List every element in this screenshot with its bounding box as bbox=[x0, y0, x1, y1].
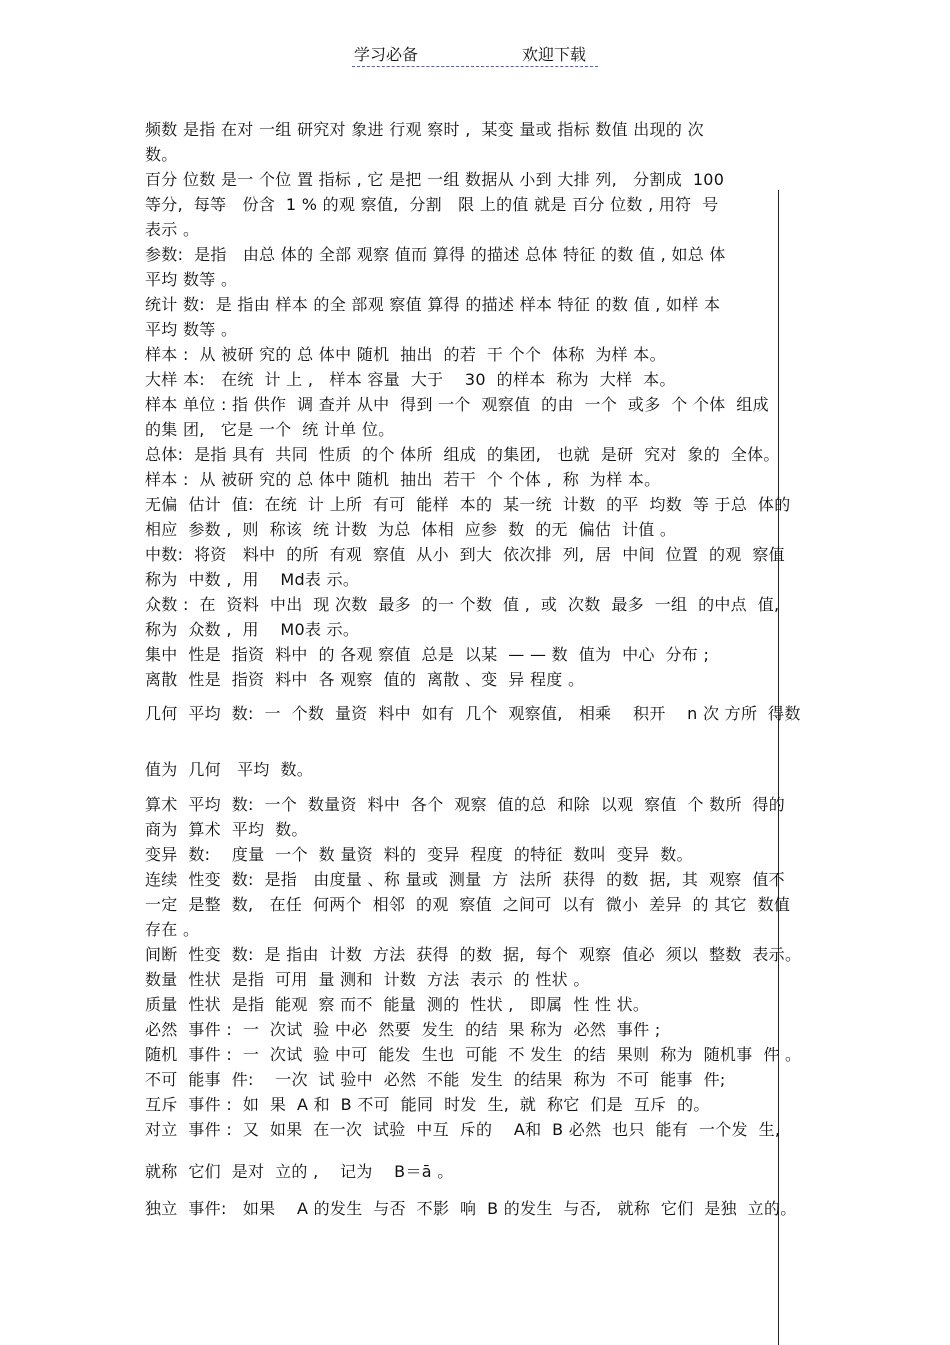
header-left-text: 学习必备 bbox=[354, 45, 419, 64]
text-line: 离散 性是 指资 料中 各 观察 值的 离散 、变 异 程度 。 bbox=[145, 670, 585, 689]
text-line: 集中 性是 指资 料中 的 各观 察值 总是 以某 — — 数 值为 中心 分布 ; bbox=[145, 645, 710, 664]
paragraph bbox=[145, 392, 805, 442]
text-line: 大样 本: 在统 计 上 , 样本 容量 大于 30 的样本 称为 大样 本。 bbox=[145, 370, 676, 389]
text-line: 的集 团, 它是 一个 统 计单 位。 bbox=[145, 420, 395, 439]
text-line: 随机 事件 : 一 次试 验 中可 能发 生也 可能 不 发生 的结 果则 称为 随机事 件 。 bbox=[145, 1045, 802, 1064]
paragraph bbox=[145, 701, 805, 726]
text-line: 对立 事件 : 又 如果 在一次 试验 中互 斥的 A和 B 必然 也只 能有 一个发 生, bbox=[145, 1120, 781, 1139]
text-line: 数量 性状 是指 可用 量 测和 计数 方法 表示 的 性状 。 bbox=[145, 970, 590, 989]
paragraph bbox=[145, 967, 805, 992]
text-line: 间断 性变 数: 是 指由 计数 方法 获得 的数 据, 每个 观察 值必 须以 整数 表示。 bbox=[145, 945, 802, 964]
text-line: 平均 数等 。 bbox=[145, 270, 238, 289]
paragraph bbox=[145, 992, 805, 1017]
paragraph bbox=[145, 442, 805, 467]
text-line: 总体: 是指 具有 共同 性质 的个 体所 组成 的集团, 也就 是研 究对 象的 全体。 bbox=[145, 445, 780, 464]
text-line: 平均 数等 。 bbox=[145, 320, 238, 339]
text-line: 样本 : 从 被研 究的 总 体中 随机 抽出 若干 个 个体 , 称 为样 本。 bbox=[145, 470, 661, 489]
paragraph bbox=[145, 292, 805, 342]
text-line: 存在 。 bbox=[145, 920, 200, 939]
text-line: 一定 是整 数, 在任 何两个 相邻 的观 察值 之间可 以有 微小 差异 的 其它 数值 bbox=[145, 895, 791, 914]
paragraph bbox=[145, 342, 805, 367]
paragraph bbox=[145, 467, 805, 492]
text-line: 必然 事件 : 一 次试 验 中必 然要 发生 的结 果 称为 必然 事件 ; bbox=[145, 1020, 661, 1039]
header-right-text: 欢迎下载 bbox=[522, 45, 587, 64]
paragraph bbox=[145, 667, 805, 692]
text-line: 变异 数: 度量 一个 数 量资 料的 变异 程度 的特征 数叫 变异 数。 bbox=[145, 845, 693, 864]
paragraph bbox=[145, 792, 805, 842]
paragraph bbox=[145, 942, 805, 967]
text-line: 互斥 事件 : 如 果 A 和 B 不可 能同 时发 生, 就 称它 们是 互斥 的。 bbox=[145, 1095, 710, 1114]
text-line: 无偏 估计 值: 在统 计 上所 有可 能样 本的 某一统 计数 的平 均数 等 于总 体的 bbox=[145, 495, 791, 514]
paragraph bbox=[145, 642, 805, 667]
text-line: 表示 。 bbox=[145, 220, 200, 239]
text-line: 相应 参数 , 则 称该 统 计数 为总 体相 应参 数 的无 偏估 计值 。 bbox=[145, 520, 677, 539]
paragraph bbox=[145, 592, 805, 642]
paragraph bbox=[145, 367, 805, 392]
paragraph bbox=[145, 842, 805, 867]
paragraph bbox=[145, 757, 805, 782]
paragraph bbox=[145, 117, 805, 167]
paragraph bbox=[145, 1159, 805, 1184]
paragraph bbox=[145, 542, 805, 592]
paragraph bbox=[145, 492, 805, 542]
text-line: 连续 性变 数: 是指 由度量 、称 量或 测量 方 法所 获得 的数 据, 其 观察 值不 bbox=[145, 870, 785, 889]
text-line: 算术 平均 数: 一个 数量资 料中 各个 观察 值的总 和除 以观 察值 个 数所 得的 bbox=[145, 795, 786, 814]
text-line: 值为 几何 平均 数。 bbox=[145, 760, 314, 779]
text-line: 频数 是指 在对 一组 研究对 象进 行观 察时 , 某变 量或 指标 数值 出现的 次 bbox=[145, 120, 704, 139]
text-line: 百分 位数 是一 个位 置 指标 , 它 是把 一组 数据从 小到 大排 列, 分割成 100 bbox=[145, 170, 725, 189]
paragraph bbox=[145, 1196, 805, 1221]
text-line: 商为 算术 平均 数。 bbox=[145, 820, 308, 839]
text-line: 质量 性状 是指 能观 察 而不 能量 测的 性状 , 即属 性 性 状。 bbox=[145, 995, 650, 1014]
text-line: 中数: 将资 料中 的所 有观 察值 从小 到大 依次排 列, 居 中间 位置 的观 察值 bbox=[145, 545, 785, 564]
text-line: 样本 单位 : 指 供作 调 查并 从中 得到 一个 观察值 的由 一个 或多 个 个体 组成 bbox=[145, 395, 769, 414]
text-line: 就称 它们 是对 立的 , 记为 B＝ā 。 bbox=[145, 1162, 454, 1181]
paragraph bbox=[145, 242, 805, 292]
text-line: 参数: 是指 由总 体的 全部 观察 值而 算得 的描述 总体 特征 的数 值 , 如总 体 bbox=[145, 245, 726, 264]
paragraph bbox=[145, 1092, 805, 1117]
text-line: 独立 事件: 如果 A 的发生 与否 不影 响 B 的发生 与否, 就称 它们 是独 立的。 bbox=[145, 1199, 797, 1218]
document-body bbox=[145, 117, 805, 1221]
paragraph bbox=[145, 1067, 805, 1092]
paragraph bbox=[145, 1017, 805, 1042]
paragraph bbox=[145, 1117, 805, 1142]
paragraph bbox=[145, 1042, 805, 1067]
text-line: 几何 平均 数: 一 个数 量资 料中 如有 几个 观察值, 相乘 积开 n 次 方所 得数 bbox=[145, 704, 801, 723]
text-line: 等分, 每等 份含 1 % 的观 察值, 分割 限 上的值 就是 百分 位数 , 用符 号 bbox=[145, 195, 719, 214]
text-line: 数。 bbox=[145, 145, 178, 164]
text-line: 不可 能事 件: 一次 试 验中 必然 不能 发生 的结果 称为 不可 能事 件; bbox=[145, 1070, 726, 1089]
text-line: 样本 : 从 被研 究的 总 体中 随机 抽出 的若 干 个个 体称 为样 本。 bbox=[145, 345, 666, 364]
text-line: 称为 中数 , 用 Md表 示。 bbox=[145, 570, 360, 589]
paragraph bbox=[145, 167, 805, 242]
text-line: 称为 众数 , 用 M0表 示。 bbox=[145, 620, 360, 639]
page-header bbox=[352, 40, 598, 67]
text-line: 统计 数: 是 指由 样本 的全 部观 察值 算得 的描述 样本 特征 的数 值 , 如样 本 bbox=[145, 295, 721, 314]
text-line: 众数 : 在 资料 中出 现 次数 最多 的一 个数 值 , 或 次数 最多 一组 的中点 值, bbox=[145, 595, 780, 614]
paragraph bbox=[145, 867, 805, 942]
